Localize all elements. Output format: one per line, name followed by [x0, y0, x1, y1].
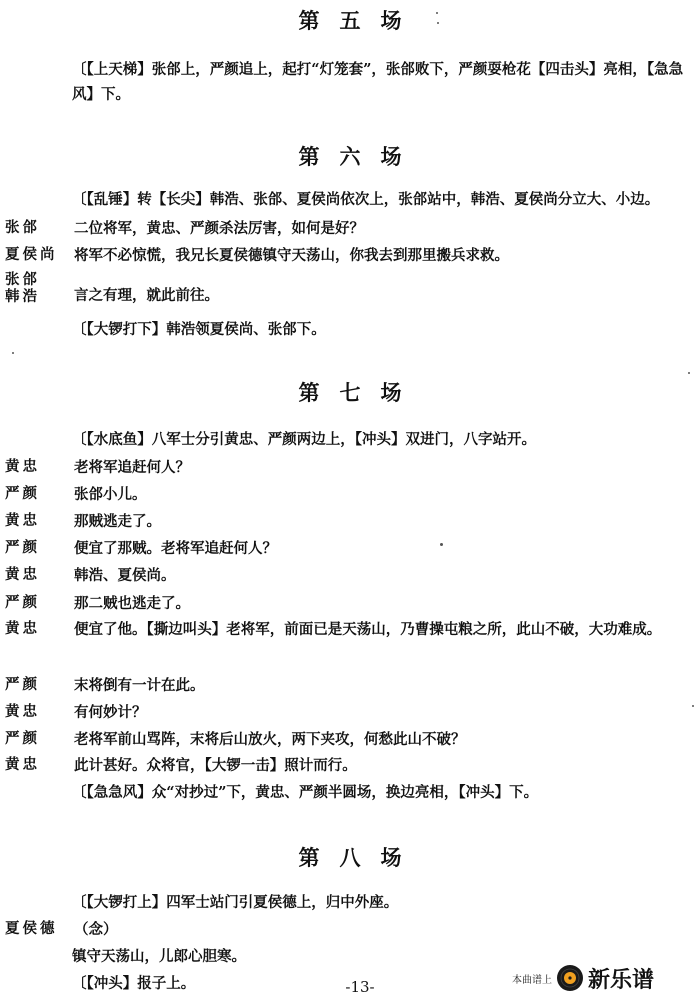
dialogue-text: （念） [74, 921, 118, 938]
scene-8-dialogue-line [0, 917, 700, 943]
scene-8-verse-line: 镇守天荡山，儿郎心胆寒。 [72, 948, 246, 965]
scan-speck [688, 372, 690, 374]
scene-6-heading: 第六场 [298, 145, 422, 169]
brand-caption: 本曲谱上 [512, 974, 552, 986]
scene-7-dialogue-line [0, 455, 700, 481]
scene-7-dialogue-line [0, 591, 700, 617]
scene-7-dialogue-line [0, 563, 700, 589]
dialogue-text: 有何妙计？ [74, 704, 147, 721]
scene-7-dialogue-line [0, 617, 700, 673]
speaker-label: 严颜 [5, 595, 40, 611]
scene-7-dialogue-line [0, 753, 700, 779]
speaker-label: 严颜 [5, 731, 40, 747]
dialogue-text: 韩浩、夏侯尚。 [74, 567, 176, 584]
scene-7-dialogue-line [0, 536, 700, 562]
scene-6-dialogue-line [0, 268, 700, 324]
scan-speck [440, 543, 443, 546]
page-number: -13- [345, 978, 375, 996]
speaker-label: 黄忠 [5, 459, 40, 475]
dialogue-text: 张郃小儿。 [74, 486, 147, 503]
dialogue-text: 此计甚好。众将官，【大锣一击】照计而行。 [74, 757, 357, 774]
speaker-label: 黄忠 [5, 757, 40, 773]
scene-7-stage-direction-1: 〔【水底鱼】八军士分引黄忠、严颜两边上，【冲头】双进门，八字站开。 [72, 431, 536, 448]
scan-speck [436, 12, 438, 14]
scene-5-heading: 第五场 [298, 9, 422, 33]
dialogue-text: 那二贼也逃走了。 [74, 595, 190, 612]
speaker-label: 严颜 [5, 540, 40, 556]
scene-7-dialogue-line [0, 673, 700, 699]
scene-7-stage-direction-2: 〔【急急风】众“对抄过”下，黄忠、严颜半圆场，换边亮相，【冲头】下。 [72, 784, 539, 801]
dialogue-text: 便宜了他。【撕边叫头】老将军，前面已是天荡山，乃曹操屯粮之所，此山不破，大功难成。 [74, 621, 662, 638]
speaker-label: 严颜 [5, 486, 40, 502]
speaker-label: 黄忠 [5, 513, 40, 529]
scene-8-stage-direction-2: 〔【冲头】报子上。 [72, 975, 196, 992]
watermark-brand [512, 960, 698, 996]
scene-7-dialogue-line [0, 509, 700, 535]
dialogue-text: 言之有理，就此前往。 [74, 287, 219, 304]
scene-7-heading: 第七场 [298, 381, 422, 405]
dialogue-text: 便宜了那贼。老将军追赶何人？ [74, 540, 277, 557]
scene-7-dialogue-line [0, 482, 700, 508]
scene-6-dialogue-line [0, 243, 700, 269]
scene-6-dialogue-line [0, 216, 700, 242]
scan-speck [12, 352, 14, 354]
vinyl-record-icon [556, 964, 584, 992]
dialogue-text: 将军不必惊慌，我兄长夏侯德镇守天荡山，你我去到那里搬兵求救。 [74, 247, 509, 264]
dialogue-text: 那贼逃走了。 [74, 513, 161, 530]
scene-5-stage-direction: 〔【上天梯】张郃上，严颜追上，起打“灯笼套”，张郃败下，严颜耍枪花【四击头】亮相，【急急风】下。 [72, 61, 684, 103]
brand-name: 新乐谱 [588, 967, 655, 993]
scene-8-stage-direction-1: 〔【大锣打上】四军士站门引夏侯德上，归中外座。 [72, 894, 399, 911]
dialogue-text: 末将倒有一计在此。 [74, 677, 205, 694]
speaker-label-pair [5, 272, 65, 306]
speaker-label: 严颜 [5, 677, 40, 693]
speaker-name: 韩浩 [5, 289, 40, 305]
dialogue-text: 老将军前山骂阵，末将后山放火，两下夹攻，何愁此山不破？ [74, 731, 466, 748]
scene-6-stage-direction-1: 〔【乱锤】转【长尖】韩浩、张郃、夏侯尚依次上，张郃站中，韩浩、夏侯尚分立大、小边。 [72, 191, 660, 208]
speaker-label: 黄忠 [5, 704, 40, 720]
scene-7-dialogue-line [0, 727, 700, 753]
speaker-label: 黄忠 [5, 567, 40, 583]
dialogue-text: 二位将军，黄忠、严颜杀法厉害，如何是好？ [74, 220, 364, 237]
speaker-label: 黄忠 [5, 621, 40, 637]
speaker-label: 张郃 [5, 220, 40, 236]
scan-speck [692, 705, 694, 707]
scan-speck [437, 22, 439, 24]
scene-8-heading: 第八场 [298, 846, 422, 870]
speaker-name: 张郃 [5, 272, 40, 288]
speaker-label: 夏侯尚 [5, 247, 58, 263]
dialogue-text: 老将军追赶何人？ [74, 459, 190, 476]
scene-6-stage-direction-2: 〔【大锣打下】韩浩领夏侯尚、张郃下。 [72, 321, 326, 338]
speaker-label: 夏侯德 [5, 921, 58, 937]
scene-7-dialogue-line [0, 700, 700, 726]
